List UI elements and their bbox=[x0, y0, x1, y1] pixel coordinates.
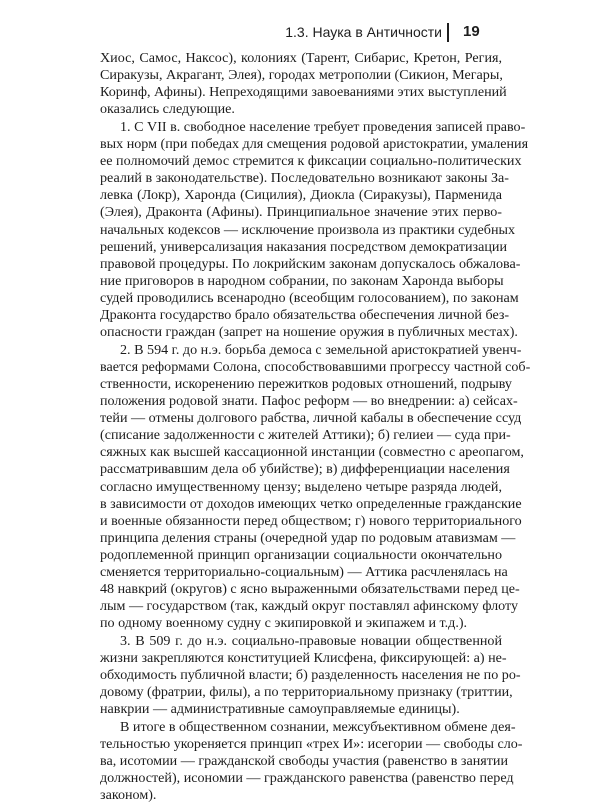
text-line: вается реформами Солона, способствовавшими прогрессу частной соб- bbox=[100, 358, 531, 375]
text-line: и военные обязанности перед обществом; г) нового территориального bbox=[100, 512, 522, 529]
text-line: решений, универсализация наказания посредством демократизации bbox=[100, 238, 507, 255]
text-line: оказались следующие. bbox=[100, 101, 235, 118]
text-line: тейи — отмены долгового рабства, личной кабалы в обеспечение ссуд bbox=[100, 410, 522, 427]
paragraph bbox=[100, 118, 529, 341]
text-line: довому (фратрии, филы), а по территориальному признаку (триттии, bbox=[100, 684, 513, 701]
text-line: жизни закрепляются конституцией Клисфена, фиксирующей: а) не- bbox=[100, 650, 507, 667]
text-line: правовой процедуры. По локрийским законам допускалось обжалова- bbox=[100, 255, 521, 272]
text-line: Сиракузы, Акрагант, Элея), городах метрополии (Сикион, Мегары, bbox=[100, 67, 503, 84]
text-line: принципа деления страны (очередной удар по родовым атавизмам — bbox=[100, 529, 516, 546]
text-line: согласно имущественному цензу; выделено четыре разряда людей, bbox=[100, 478, 502, 495]
text-line: судей проводились всенародно (всеобщим голосованием), по законам bbox=[100, 289, 519, 306]
text-line: законом). bbox=[100, 787, 157, 804]
text-line: тельностью укореняется принцип «трех И»: исегории — свободы сло- bbox=[100, 736, 523, 753]
text-line: родоплеменной принцип организации социальности окончательно bbox=[100, 546, 502, 563]
text-line: в зависимости от доходов имеющих четко определенные гражданские bbox=[100, 495, 522, 512]
text-line: левка (Локр), Харонда (Сицилия), Диокла (Сиракузы), Парменида bbox=[100, 187, 502, 204]
text-line: Коринф, Афины). Непреходящими завоеваниями этих выступлений bbox=[100, 84, 507, 101]
text-line: по одному военному судну с экипировкой и экипажем и т.д.). bbox=[100, 615, 468, 632]
text-line: опасности граждан (запрет на ношение оружия в публичных местах). bbox=[100, 324, 518, 341]
text-line: сяжных как высшей кассационной инстанции (совместно с ареопагом, bbox=[100, 444, 524, 461]
text-line: вых норм (при победах для смещения родовой аристократии, умаления bbox=[100, 136, 529, 153]
text-line: (списание задолженности с жителей Аттики); б) гелиеи — суда при- bbox=[100, 427, 511, 444]
text-line: лым — государством (так, каждый округ поставлял афинскому флоту bbox=[100, 598, 519, 615]
text-line: реалий в законодательстве). Последовательно возникают законы За- bbox=[100, 170, 509, 187]
text-line: ние приговоров в народном собрании, по законам Харонда выборы bbox=[100, 272, 504, 289]
text-line: ва, исотомии — гражданской свободы участия (равенство в занятии bbox=[100, 753, 508, 770]
text-line: В итоге в общественном сознании, межсубъективном обмене дея- bbox=[120, 719, 516, 736]
text-line: 1. С VII в. свободное население требует проведения записей право- bbox=[120, 118, 526, 135]
text-line: обходимость публичной власти; б) разделенность населения не по ро- bbox=[100, 667, 521, 684]
text-line: начальных кодексов — исключение произвола из практики судебных bbox=[100, 221, 516, 238]
text-line: 3. В 509 г. до н.э. социально-правовые новации общественной bbox=[120, 632, 502, 649]
text-line: (Элея), Драконта (Афины). Принципиальное значение этих перво- bbox=[100, 204, 502, 221]
paragraph bbox=[100, 341, 531, 633]
paragraph bbox=[100, 719, 523, 804]
body-text bbox=[100, 50, 531, 805]
text-line: 48 навкрий (округов) с ясно выраженными обязательствами перед це- bbox=[100, 581, 520, 598]
chapter-section-title: 1.3. Наука в Античности bbox=[285, 24, 442, 40]
text-line: рассматривавшим дела об убийстве); в) дифференциации населения bbox=[100, 461, 510, 478]
text-line: ственности, искоренению пережитков родовых отношений, подрыву bbox=[100, 375, 512, 392]
text-line: ее полномочий демос стремится к фиксации социально-политических bbox=[100, 153, 522, 170]
paragraph bbox=[100, 50, 507, 118]
paragraph bbox=[100, 632, 521, 718]
text-line: Драконта государство брало обязательства обеспечения личной без- bbox=[100, 307, 510, 323]
text-line: Хиос, Самос, Наксос), колониях (Тарент, Сибарис, Кретон, Регия, bbox=[100, 50, 502, 66]
text-line: положения родовой знати. Пафос реформ — во внедрении: а) сейсах- bbox=[100, 393, 518, 410]
text-line: 2. В 594 г. до н.э. борьба демоса с земельной аристократией увенч- bbox=[120, 341, 522, 358]
text-line: сменяется территориально-социальным) — Аттика расчленялась на bbox=[100, 564, 508, 580]
page-number: 19 bbox=[463, 23, 480, 40]
text-line: должностей), исономии — гражданского равенства (равенство перед bbox=[100, 770, 514, 787]
text-line: навкрии — административные самоуправляемые единицы). bbox=[100, 701, 460, 718]
header-divider bbox=[447, 23, 449, 42]
running-header bbox=[0, 22, 600, 50]
